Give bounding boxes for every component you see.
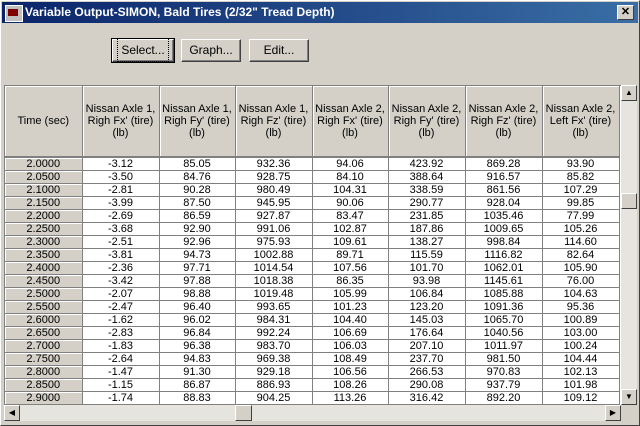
time-cell[interactable]: 2.4000 — [5, 262, 82, 275]
table-row[interactable] — [5, 249, 619, 262]
value-cell[interactable]: 1085.88 — [465, 288, 542, 301]
value-cell[interactable]: 106.56 — [312, 366, 388, 379]
value-cell[interactable]: -3.81 — [82, 249, 159, 262]
value-cell[interactable]: 231.85 — [388, 210, 465, 223]
value-cell[interactable]: 861.56 — [465, 184, 542, 197]
horizontal-scrollbar[interactable] — [4, 405, 621, 421]
value-cell[interactable]: -2.51 — [82, 236, 159, 249]
value-cell[interactable]: 423.92 — [388, 158, 465, 171]
value-cell[interactable]: 916.57 — [465, 171, 542, 184]
value-cell[interactable]: 107.29 — [542, 184, 619, 197]
time-cell[interactable]: 2.2500 — [5, 223, 82, 236]
value-cell[interactable]: 980.49 — [235, 184, 312, 197]
value-cell[interactable]: -3.42 — [82, 275, 159, 288]
table-row[interactable] — [5, 275, 619, 288]
value-cell[interactable]: 892.20 — [465, 392, 542, 405]
column-header[interactable]: Nissan Axle 1, Righ Fz' (tire) (lb) — [235, 86, 312, 157]
value-cell[interactable]: 105.26 — [542, 223, 619, 236]
value-cell[interactable]: 114.60 — [542, 236, 619, 249]
graph-button[interactable] — [181, 39, 241, 62]
value-cell[interactable]: 109.12 — [542, 392, 619, 405]
column-header[interactable]: Nissan Axle 2, Righ Fx' (tire) (lb) — [312, 86, 388, 157]
close-button[interactable]: ✕ — [617, 5, 634, 20]
value-cell[interactable]: 338.59 — [388, 184, 465, 197]
column-header[interactable]: Nissan Axle 2, Righ Fz' (tire) (lb) — [465, 86, 542, 157]
time-cell[interactable]: 2.0000 — [5, 158, 82, 171]
value-cell[interactable]: 969.38 — [235, 353, 312, 366]
value-cell[interactable]: -2.07 — [82, 288, 159, 301]
table-row[interactable] — [5, 353, 619, 366]
value-cell[interactable]: 290.77 — [388, 197, 465, 210]
value-cell[interactable]: 992.24 — [235, 327, 312, 340]
value-cell[interactable]: 984.31 — [235, 314, 312, 327]
value-cell[interactable]: 945.95 — [235, 197, 312, 210]
scroll-down-icon[interactable]: ▼ — [621, 389, 637, 405]
table-row[interactable] — [5, 210, 619, 223]
value-cell[interactable]: 187.86 — [388, 223, 465, 236]
column-header[interactable]: Time (sec) — [5, 86, 82, 157]
value-cell[interactable]: -1.47 — [82, 366, 159, 379]
value-cell[interactable]: -1.62 — [82, 314, 159, 327]
value-cell[interactable]: 1019.48 — [235, 288, 312, 301]
value-cell[interactable]: 86.35 — [312, 275, 388, 288]
table-row[interactable] — [5, 197, 619, 210]
table-row[interactable] — [5, 340, 619, 353]
value-cell[interactable]: 928.04 — [465, 197, 542, 210]
value-cell[interactable]: 96.38 — [159, 340, 235, 353]
table-row[interactable] — [5, 184, 619, 197]
scrollbar-corner — [621, 405, 637, 421]
value-cell[interactable]: -3.68 — [82, 223, 159, 236]
column-header[interactable]: Nissan Axle 1, Righ Fy' (tire) (lb) — [159, 86, 235, 157]
value-cell[interactable]: 145.03 — [388, 314, 465, 327]
value-cell[interactable]: 176.64 — [388, 327, 465, 340]
value-cell[interactable]: 927.87 — [235, 210, 312, 223]
value-cell[interactable]: 90.06 — [312, 197, 388, 210]
value-cell[interactable]: 983.70 — [235, 340, 312, 353]
time-cell[interactable]: 2.9000 — [5, 392, 82, 405]
value-cell[interactable]: 92.96 — [159, 236, 235, 249]
value-cell[interactable]: 101.70 — [388, 262, 465, 275]
value-cell[interactable]: 85.05 — [159, 158, 235, 171]
column-header[interactable]: Nissan Axle 2, Left Fx' (tire) (lb) — [542, 86, 619, 157]
value-cell[interactable]: -2.36 — [82, 262, 159, 275]
value-cell[interactable]: 84.76 — [159, 171, 235, 184]
time-cell[interactable]: 2.6000 — [5, 314, 82, 327]
value-cell[interactable]: 76.00 — [542, 275, 619, 288]
value-cell[interactable]: 100.24 — [542, 340, 619, 353]
value-cell[interactable]: 104.44 — [542, 353, 619, 366]
value-cell[interactable]: 94.06 — [312, 158, 388, 171]
value-cell[interactable]: 88.83 — [159, 392, 235, 405]
value-cell[interactable]: 84.10 — [312, 171, 388, 184]
time-cell[interactable]: 2.5000 — [5, 288, 82, 301]
value-cell[interactable]: 104.31 — [312, 184, 388, 197]
value-cell[interactable]: 123.20 — [388, 301, 465, 314]
value-cell[interactable]: 388.64 — [388, 171, 465, 184]
data-table — [5, 86, 620, 405]
column-header[interactable]: Nissan Axle 2, Righ Fy' (tire) (lb) — [388, 86, 465, 157]
value-cell[interactable]: 83.47 — [312, 210, 388, 223]
time-cell[interactable]: 2.1500 — [5, 197, 82, 210]
horizontal-scroll-thumb[interactable] — [235, 405, 252, 421]
table-row[interactable] — [5, 288, 619, 301]
value-cell[interactable]: 86.87 — [159, 379, 235, 392]
value-cell[interactable]: -1.74 — [82, 392, 159, 405]
value-cell[interactable]: 937.79 — [465, 379, 542, 392]
select-button[interactable] — [112, 39, 174, 62]
value-cell[interactable]: 91.30 — [159, 366, 235, 379]
value-cell[interactable]: -1.15 — [82, 379, 159, 392]
value-cell[interactable]: 109.61 — [312, 236, 388, 249]
time-cell[interactable]: 2.4500 — [5, 275, 82, 288]
scroll-up-icon[interactable]: ▲ — [621, 85, 637, 101]
value-cell[interactable]: 1062.01 — [465, 262, 542, 275]
value-cell[interactable]: 104.40 — [312, 314, 388, 327]
value-cell[interactable]: 998.84 — [465, 236, 542, 249]
value-cell[interactable]: -3.50 — [82, 171, 159, 184]
table-row[interactable] — [5, 158, 619, 171]
value-cell[interactable]: 904.25 — [235, 392, 312, 405]
value-cell[interactable]: 932.36 — [235, 158, 312, 171]
value-cell[interactable]: 993.65 — [235, 301, 312, 314]
value-cell[interactable]: 90.28 — [159, 184, 235, 197]
value-cell[interactable]: 82.64 — [542, 249, 619, 262]
title-bar[interactable] — [2, 2, 638, 23]
table-row[interactable] — [5, 262, 619, 275]
value-cell[interactable]: 1011.97 — [465, 340, 542, 353]
value-cell[interactable]: 104.63 — [542, 288, 619, 301]
table-row[interactable] — [5, 379, 619, 392]
value-cell[interactable]: 1009.65 — [465, 223, 542, 236]
value-cell[interactable]: -2.69 — [82, 210, 159, 223]
value-cell[interactable]: -2.81 — [82, 184, 159, 197]
vertical-scroll-thumb[interactable] — [621, 193, 637, 209]
value-cell[interactable]: -2.47 — [82, 301, 159, 314]
value-cell[interactable]: 105.90 — [542, 262, 619, 275]
time-cell[interactable]: 2.1000 — [5, 184, 82, 197]
value-cell[interactable]: 1040.56 — [465, 327, 542, 340]
value-cell[interactable]: 1002.88 — [235, 249, 312, 262]
time-cell[interactable]: 2.0500 — [5, 171, 82, 184]
value-cell[interactable]: 97.88 — [159, 275, 235, 288]
value-cell[interactable]: 87.50 — [159, 197, 235, 210]
table-row[interactable] — [5, 171, 619, 184]
value-cell[interactable]: 103.00 — [542, 327, 619, 340]
value-cell[interactable]: 991.06 — [235, 223, 312, 236]
value-cell[interactable]: 929.18 — [235, 366, 312, 379]
value-cell[interactable]: 1091.36 — [465, 301, 542, 314]
table-row[interactable] — [5, 366, 619, 379]
time-cell[interactable]: 2.2000 — [5, 210, 82, 223]
table-row[interactable] — [5, 223, 619, 236]
value-cell[interactable]: -3.12 — [82, 158, 159, 171]
value-cell[interactable]: 93.98 — [388, 275, 465, 288]
value-cell[interactable]: 928.75 — [235, 171, 312, 184]
table-row[interactable] — [5, 236, 619, 249]
value-cell[interactable]: 886.93 — [235, 379, 312, 392]
time-cell[interactable]: 2.8000 — [5, 366, 82, 379]
value-cell[interactable]: 77.99 — [542, 210, 619, 223]
value-cell[interactable]: 105.99 — [312, 288, 388, 301]
value-cell[interactable]: 101.23 — [312, 301, 388, 314]
value-cell[interactable]: 86.59 — [159, 210, 235, 223]
table-row[interactable] — [5, 314, 619, 327]
value-cell[interactable]: 115.59 — [388, 249, 465, 262]
edit-button[interactable] — [249, 39, 309, 62]
value-cell[interactable]: 266.53 — [388, 366, 465, 379]
value-cell[interactable]: 106.84 — [388, 288, 465, 301]
value-cell[interactable]: 95.36 — [542, 301, 619, 314]
column-header[interactable]: Nissan Axle 1, Righ Fx' (tire) (lb) — [82, 86, 159, 157]
value-cell[interactable]: 869.28 — [465, 158, 542, 171]
value-cell[interactable]: -2.64 — [82, 353, 159, 366]
value-cell[interactable]: 94.73 — [159, 249, 235, 262]
time-cell[interactable]: 2.3000 — [5, 236, 82, 249]
time-cell[interactable]: 2.3500 — [5, 249, 82, 262]
value-cell[interactable]: 108.26 — [312, 379, 388, 392]
value-cell[interactable]: 93.90 — [542, 158, 619, 171]
scroll-left-icon[interactable]: ◀ — [4, 405, 20, 421]
value-cell[interactable]: 102.87 — [312, 223, 388, 236]
value-cell[interactable]: 94.83 — [159, 353, 235, 366]
value-cell[interactable]: 970.83 — [465, 366, 542, 379]
value-cell[interactable]: 1018.38 — [235, 275, 312, 288]
value-cell[interactable]: 96.84 — [159, 327, 235, 340]
value-cell[interactable]: 981.50 — [465, 353, 542, 366]
app-icon — [5, 5, 23, 22]
value-cell[interactable]: 1116.82 — [465, 249, 542, 262]
value-cell[interactable]: 102.13 — [542, 366, 619, 379]
value-cell[interactable]: 85.82 — [542, 171, 619, 184]
time-cell[interactable]: 2.5500 — [5, 301, 82, 314]
vertical-scrollbar[interactable] — [621, 85, 637, 405]
value-cell[interactable]: -1.83 — [82, 340, 159, 353]
value-cell[interactable]: 316.42 — [388, 392, 465, 405]
value-cell[interactable]: 1145.61 — [465, 275, 542, 288]
select-button-label: Select... — [119, 40, 166, 60]
window-title: Variable Output-SIMON, Bald Tires (2/32" Tread Depth) — [25, 5, 335, 19]
value-cell[interactable]: 1014.54 — [235, 262, 312, 275]
time-cell[interactable]: 2.6500 — [5, 327, 82, 340]
value-cell[interactable]: -2.83 — [82, 327, 159, 340]
time-cell[interactable]: 2.7000 — [5, 340, 82, 353]
value-cell[interactable]: 100.89 — [542, 314, 619, 327]
value-cell[interactable]: 96.02 — [159, 314, 235, 327]
value-cell[interactable]: 138.27 — [388, 236, 465, 249]
value-cell[interactable]: 106.69 — [312, 327, 388, 340]
value-cell[interactable]: 975.93 — [235, 236, 312, 249]
time-cell[interactable]: 2.7500 — [5, 353, 82, 366]
time-cell[interactable]: 2.8500 — [5, 379, 82, 392]
table-row[interactable] — [5, 327, 619, 340]
value-cell[interactable]: 89.71 — [312, 249, 388, 262]
value-cell[interactable]: 98.88 — [159, 288, 235, 301]
value-cell[interactable]: 290.08 — [388, 379, 465, 392]
value-cell[interactable]: 108.49 — [312, 353, 388, 366]
data-grid[interactable] — [4, 85, 622, 406]
value-cell[interactable]: 106.03 — [312, 340, 388, 353]
value-cell[interactable]: 101.98 — [542, 379, 619, 392]
table-row[interactable] — [5, 392, 619, 405]
value-cell[interactable]: 1035.46 — [465, 210, 542, 223]
graph-button-label: Graph... — [189, 43, 233, 57]
value-cell[interactable]: 96.40 — [159, 301, 235, 314]
value-cell[interactable]: 99.85 — [542, 197, 619, 210]
value-cell[interactable]: -3.99 — [82, 197, 159, 210]
value-cell[interactable]: 207.10 — [388, 340, 465, 353]
value-cell[interactable]: 107.56 — [312, 262, 388, 275]
value-cell[interactable]: 1065.70 — [465, 314, 542, 327]
value-cell[interactable]: 113.26 — [312, 392, 388, 405]
value-cell[interactable]: 97.71 — [159, 262, 235, 275]
value-cell[interactable]: 237.70 — [388, 353, 465, 366]
value-cell[interactable]: 92.90 — [159, 223, 235, 236]
scroll-right-icon[interactable]: ▶ — [605, 405, 621, 421]
edit-button-label: Edit... — [263, 43, 295, 57]
table-row[interactable] — [5, 301, 619, 314]
